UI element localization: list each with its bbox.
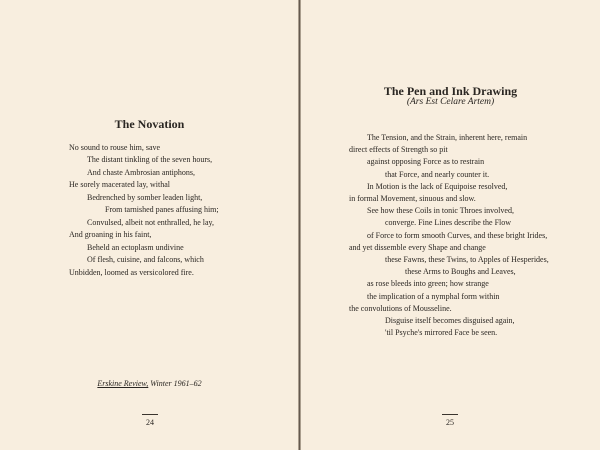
poem-line: Beheld an ectoplasm undivine [87, 242, 184, 252]
poem-line: Disguise itself becomes disguised again, [385, 316, 515, 326]
poem-line: and yet dissemble every Shape and change [349, 242, 486, 252]
left-page [0, 0, 299, 450]
poem-line: Unbidden, loomed as versicolored fire. [69, 267, 194, 277]
poem-line: And groaning in his faint, [69, 230, 152, 240]
poem-line: these Arms to Boughs and Leaves, [405, 267, 516, 277]
right-page [301, 0, 600, 450]
poem-line: Bedrenched by somber leaden light, [87, 192, 203, 202]
poem-line: The Tension, and the Strain, inherent here, remain [367, 133, 528, 142]
poem-line: these Fawns, these Twins, to Apples of Hesperides, [385, 255, 549, 265]
poem-line: See how these Coils in tonic Throes involved, [367, 206, 514, 216]
poem-line: 'til Psyche's mirrored Face be seen. [385, 328, 498, 338]
poem-line: He sorely macerated lay, withal [69, 180, 170, 190]
poem-line: the convolutions of Mousseline. [349, 303, 452, 313]
poem-subtitle: (Ars Est Celare Artem) [406, 97, 495, 107]
source-date: Winter 1961–62 [150, 379, 202, 388]
publication-source [0, 379, 299, 388]
poem-line: of Force to form smooth Curves, and these bright Irides, [367, 230, 548, 240]
poem-line: as rose bleeds into green; how strange [367, 279, 489, 289]
page-number-left: 24 [138, 414, 162, 427]
poem-line: From tarnished panes affusing him; [105, 205, 219, 215]
poem-title-novation: The Novation [114, 117, 185, 131]
poem-line: direct effects of Strength so pit [349, 145, 448, 155]
source-venue: Erskine Review, [97, 379, 149, 388]
poem-line: No sound to rouse him, save [69, 143, 161, 152]
poem-line: against opposing Force as to restrain [367, 157, 485, 167]
poem-line: the implication of a nymphal form within [367, 291, 500, 301]
poem-title-pen-and-ink: The Pen and Ink Drawing [383, 84, 518, 98]
poem-line: And chaste Ambrosian antiphons, [87, 167, 195, 177]
poem-body-pen-and-ink [349, 132, 549, 339]
poem-line: In Motion is the lack of Equipoise resolved, [367, 181, 508, 191]
poem-line: Of flesh, cuisine, and falcons, which [87, 255, 204, 265]
poem-line: converge. Fine Lines describe the Flow [385, 218, 512, 228]
poem-body-novation [69, 142, 219, 279]
poem-line: in formal Movement, sinuous and slow. [349, 194, 476, 204]
poem-line: The distant tinkling of the seven hours, [87, 155, 213, 165]
page-number-right: 25 [438, 414, 462, 427]
poem-line: Convulsed, albeit not enthralled, he lay, [87, 217, 215, 227]
poem-line: that Force, and nearly counter it. [385, 169, 490, 179]
